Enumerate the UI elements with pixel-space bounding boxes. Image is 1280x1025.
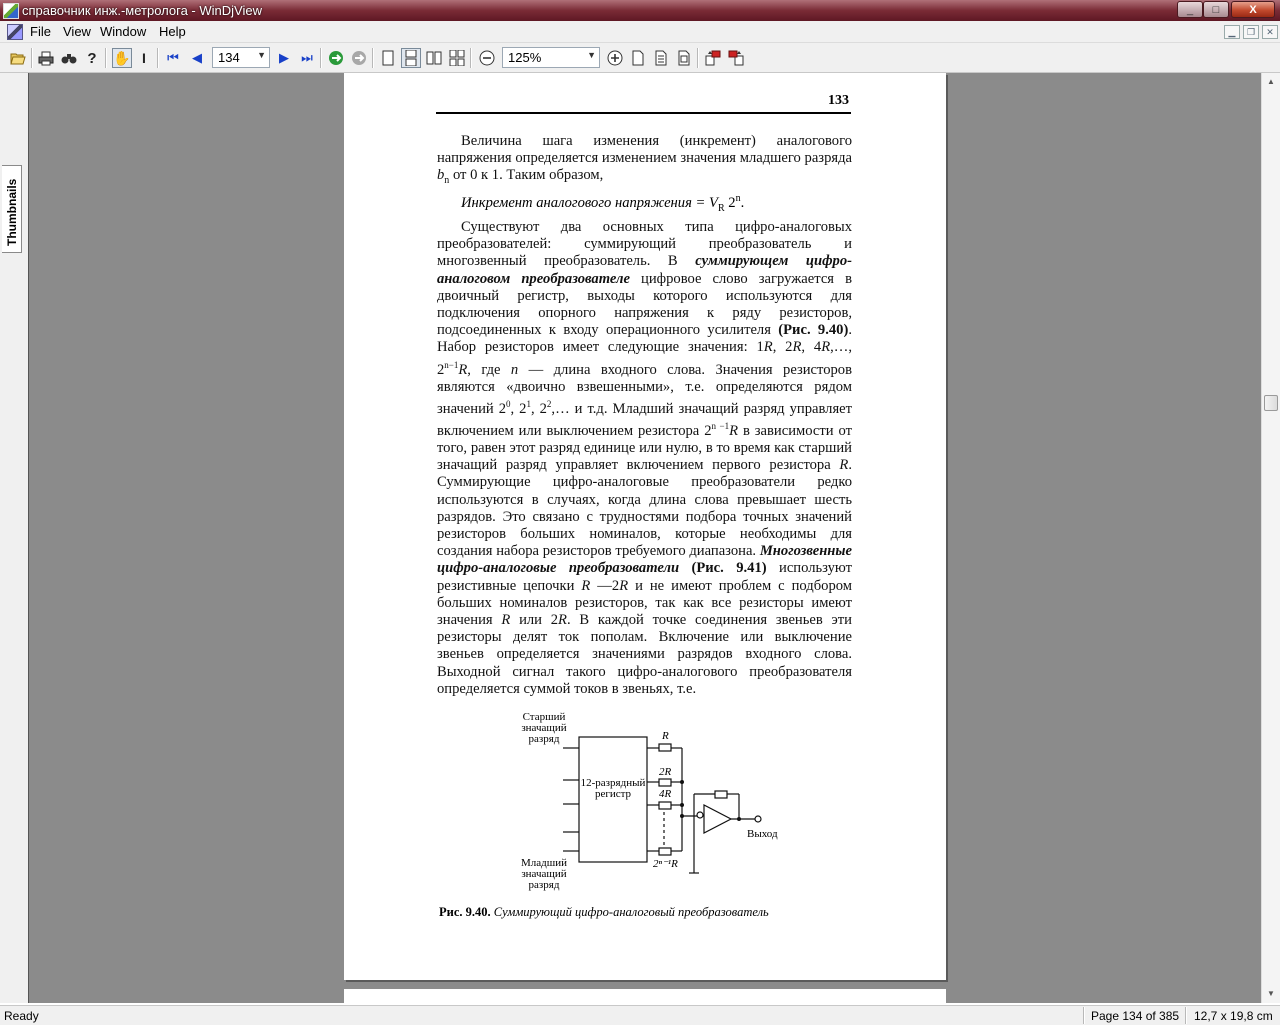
variable: R xyxy=(729,422,739,439)
formula-end: . xyxy=(740,194,745,211)
text-run: . В каждой точке соединения звеньев эти резисторы делят ток пополам. Включение или выключение звеньев определяется значениями разрядов входного слова. Выходной сигнал такого цифро-аналогового преобразователя определяется суммой токов в звеньях, т.е. xyxy=(437,612,852,697)
caption-text: Суммирующий цифро-аналоговый преобразователь xyxy=(493,905,769,919)
output-label: Выход xyxy=(747,828,778,840)
menu-view[interactable]: View xyxy=(63,24,91,39)
window-title: справочник инж.-метролога - WinDjView xyxy=(22,3,262,18)
text-run: . Суммирующие цифро-аналоговые преобразователи редко используются в случаях, когда длина слова превышает шесть разрядов. Это связано с трудностями подбора точных значений резисторов больших номиналов, которые необходимы для создания набора резисторов требуемого диапазона. xyxy=(437,457,852,560)
lsb-label-line: значащий xyxy=(521,868,567,880)
variable: R xyxy=(763,339,773,356)
chevron-down-icon[interactable]: ▼ xyxy=(587,50,596,60)
text-run: и не имеют проблем с подбором больших номиналов резисторов, так как все резисторы имеют значения xyxy=(437,577,852,629)
variable: n xyxy=(510,361,519,378)
variable: b xyxy=(437,167,445,184)
register-label xyxy=(579,778,647,800)
status-bar xyxy=(0,1005,1280,1025)
scroll-up-icon[interactable]: ▲ xyxy=(1267,77,1275,86)
term-summing-dac: суммирующем цифро-аналоговом преобразователе xyxy=(437,253,853,287)
fit-width-icon[interactable] xyxy=(651,48,671,68)
next-page-preview xyxy=(344,989,946,1003)
formula-base: 2 xyxy=(728,194,736,211)
superscript: 0 xyxy=(506,398,511,409)
superscript: n−1 xyxy=(444,359,459,370)
title-bar[interactable] xyxy=(0,0,1280,21)
actual-size-icon[interactable] xyxy=(674,48,694,68)
status-divider xyxy=(1083,1007,1085,1024)
text-run: ,… и т.д. Младший значащий разряд управляет включением или выключением резистора 2 xyxy=(437,400,853,439)
text-run: , 2 xyxy=(530,400,547,417)
text-run: , 2 xyxy=(772,339,793,356)
formula-superscript: n xyxy=(735,193,741,204)
menu-file[interactable]: File xyxy=(30,24,51,39)
paragraph-1-text: Величина шага изменения (инкремент) аналогового напряжения определяется изменением значения младшего разряда xyxy=(437,133,852,167)
help-icon[interactable]: ? xyxy=(87,49,97,67)
paragraph-2 xyxy=(437,219,852,698)
figure-summing-dac xyxy=(519,708,789,893)
variable: R xyxy=(839,457,849,474)
back-icon[interactable] xyxy=(326,48,346,68)
status-divider xyxy=(1185,1007,1187,1024)
zoom-in-icon[interactable] xyxy=(605,48,625,68)
toolbar-separator xyxy=(31,48,33,68)
print-icon[interactable] xyxy=(36,48,56,68)
msb-label-line: Старший xyxy=(522,711,566,723)
single-page-icon[interactable] xyxy=(378,48,398,68)
figure-caption xyxy=(439,905,769,920)
variable: R xyxy=(821,339,831,356)
document-viewer[interactable] xyxy=(28,73,1261,1003)
minimize-button[interactable]: _ xyxy=(1177,1,1203,18)
header-rule xyxy=(436,112,851,114)
forward-icon[interactable] xyxy=(349,48,369,68)
variable: R xyxy=(619,577,629,594)
status-size-info: 12,7 x 19,8 cm xyxy=(1194,1009,1273,1023)
formula-subscript: R xyxy=(717,202,725,214)
rotate-right-icon[interactable] xyxy=(726,48,746,68)
status-page-info: Page 134 of 385 xyxy=(1091,1009,1180,1023)
app-icon[interactable] xyxy=(3,3,19,19)
register-label-line: регистр xyxy=(594,788,632,800)
text-run: . Набор резисторов имеет следующие значения: 1 xyxy=(437,322,852,356)
formula-variable: V xyxy=(709,194,718,211)
superscript: 2 xyxy=(546,398,552,409)
page-number-combo[interactable] xyxy=(212,47,270,68)
superscript: 1 xyxy=(526,398,531,409)
last-page-icon[interactable]: ⏭ xyxy=(301,50,313,65)
text-run: , где xyxy=(467,361,501,378)
variable: R xyxy=(558,612,567,629)
thumbnails-tab[interactable] xyxy=(2,165,22,253)
register-label-line: 12-разрядный xyxy=(580,777,646,789)
paragraph-1-end: от 0 к 1. Таким образом, xyxy=(452,167,604,184)
msb-label xyxy=(519,712,569,745)
toolbar-separator xyxy=(157,48,159,68)
text-run: , 4 xyxy=(801,339,822,356)
msb-label-line: значащий xyxy=(521,722,567,734)
variable: R xyxy=(501,612,511,629)
formula-text: Инкремент аналогового напряжения = xyxy=(461,194,706,211)
text-run: , 2 xyxy=(510,400,527,417)
close-button[interactable]: X xyxy=(1231,1,1275,18)
resistor-label-r: R xyxy=(662,730,669,742)
variable: R xyxy=(792,339,802,356)
lsb-label-line: разряд xyxy=(528,879,560,891)
status-text: Ready xyxy=(4,1009,39,1023)
formula xyxy=(461,193,744,214)
scroll-down-icon[interactable]: ▼ xyxy=(1267,989,1275,998)
thumbnails-tab-label: Thumbnails xyxy=(5,178,19,246)
toolbar-separator xyxy=(105,48,107,68)
zoom-combo[interactable] xyxy=(502,47,600,68)
resistor-label-2n-1r: 2ⁿ⁻¹R xyxy=(653,858,678,870)
lsb-label xyxy=(519,858,569,891)
zoom-value[interactable]: 125% xyxy=(508,50,542,65)
text-run: цифровое слово загружается в двоичный регистр, выходы которого используются для подключения опорного напряжения к ряду резисторов, подсоединенных к входу операционного усилителя xyxy=(437,270,852,339)
vertical-scrollbar[interactable] xyxy=(1261,73,1280,1003)
caption-number: Рис. 9.40. xyxy=(439,905,491,919)
variable: R xyxy=(458,361,468,378)
continuous-facing-icon[interactable] xyxy=(447,48,467,68)
menu-window[interactable]: Window xyxy=(100,24,147,39)
term-ladder-dac: Многозвенные цифро-аналоговые преобразователи xyxy=(437,543,852,577)
toolbar xyxy=(0,43,1280,73)
toolbar-separator xyxy=(372,48,374,68)
doc-restore-icon[interactable]: ❐ xyxy=(1243,25,1259,39)
next-page-icon[interactable]: ▶ xyxy=(279,50,289,65)
subscript: n xyxy=(444,175,450,187)
paragraph-1 xyxy=(437,133,852,190)
lsb-label-line: Младший xyxy=(521,857,567,869)
variable: R xyxy=(581,577,591,594)
figure-reference: (Рис. 9.41) xyxy=(691,560,767,577)
toolbar-separator xyxy=(470,48,472,68)
resistor-label-4r: 4R xyxy=(659,788,672,800)
page-number: 133 xyxy=(828,93,849,108)
msb-label-line: разряд xyxy=(528,733,560,745)
zoom-out-icon[interactable] xyxy=(477,48,497,68)
text-run: ,…, 2 xyxy=(437,339,853,378)
maximize-button[interactable]: □ xyxy=(1203,1,1229,18)
continuous-icon[interactable] xyxy=(401,48,421,68)
text-run: Существуют два основных типа цифро-аналоговых преобразователей: суммирующий преобразователь и многозвенный преобразователь. В xyxy=(437,219,852,270)
hand-icon[interactable]: ✋ xyxy=(112,48,132,68)
page-number-value[interactable]: 134 xyxy=(218,50,240,65)
toolbar-separator xyxy=(697,48,699,68)
text-run: —2 xyxy=(597,577,620,594)
toolbar-separator xyxy=(320,48,322,68)
left-panel xyxy=(0,73,28,1003)
menu-bar xyxy=(0,21,1280,43)
menu-help[interactable]: Help xyxy=(159,24,186,39)
doc-minimize-icon[interactable]: ▁ xyxy=(1224,25,1240,39)
text-run: или 2 xyxy=(519,612,559,629)
first-page-icon[interactable]: ⏮ xyxy=(167,50,179,65)
select-icon[interactable]: I xyxy=(142,50,146,66)
prev-page-icon[interactable]: ◀ xyxy=(192,50,202,65)
scroll-thumb[interactable] xyxy=(1264,395,1278,411)
fit-page-icon[interactable] xyxy=(628,48,648,68)
rotate-left-icon[interactable] xyxy=(703,48,723,68)
superscript: n −1 xyxy=(711,420,730,431)
find-icon[interactable] xyxy=(59,48,79,68)
document-icon[interactable] xyxy=(7,24,23,40)
doc-close-icon[interactable]: ✕ xyxy=(1262,25,1278,39)
text-run: в зависимости от того, равен этот разряд единице или нулю, в то время как старший значащий разряд управляет включением первого резистора xyxy=(437,422,852,474)
text-run: используют резистивные цепочки xyxy=(437,560,852,594)
facing-icon[interactable] xyxy=(424,48,444,68)
text-run: — длина входного слова. Значения резисторов являются «двоично взвешенными», т.е. определяются рядом значений 2 xyxy=(437,361,852,417)
chevron-down-icon[interactable]: ▼ xyxy=(257,50,266,60)
document-page xyxy=(344,73,946,980)
figure-reference: (Рис. 9.40) xyxy=(778,322,849,339)
open-icon[interactable] xyxy=(8,48,28,68)
resistor-label-2r: 2R xyxy=(659,766,672,778)
